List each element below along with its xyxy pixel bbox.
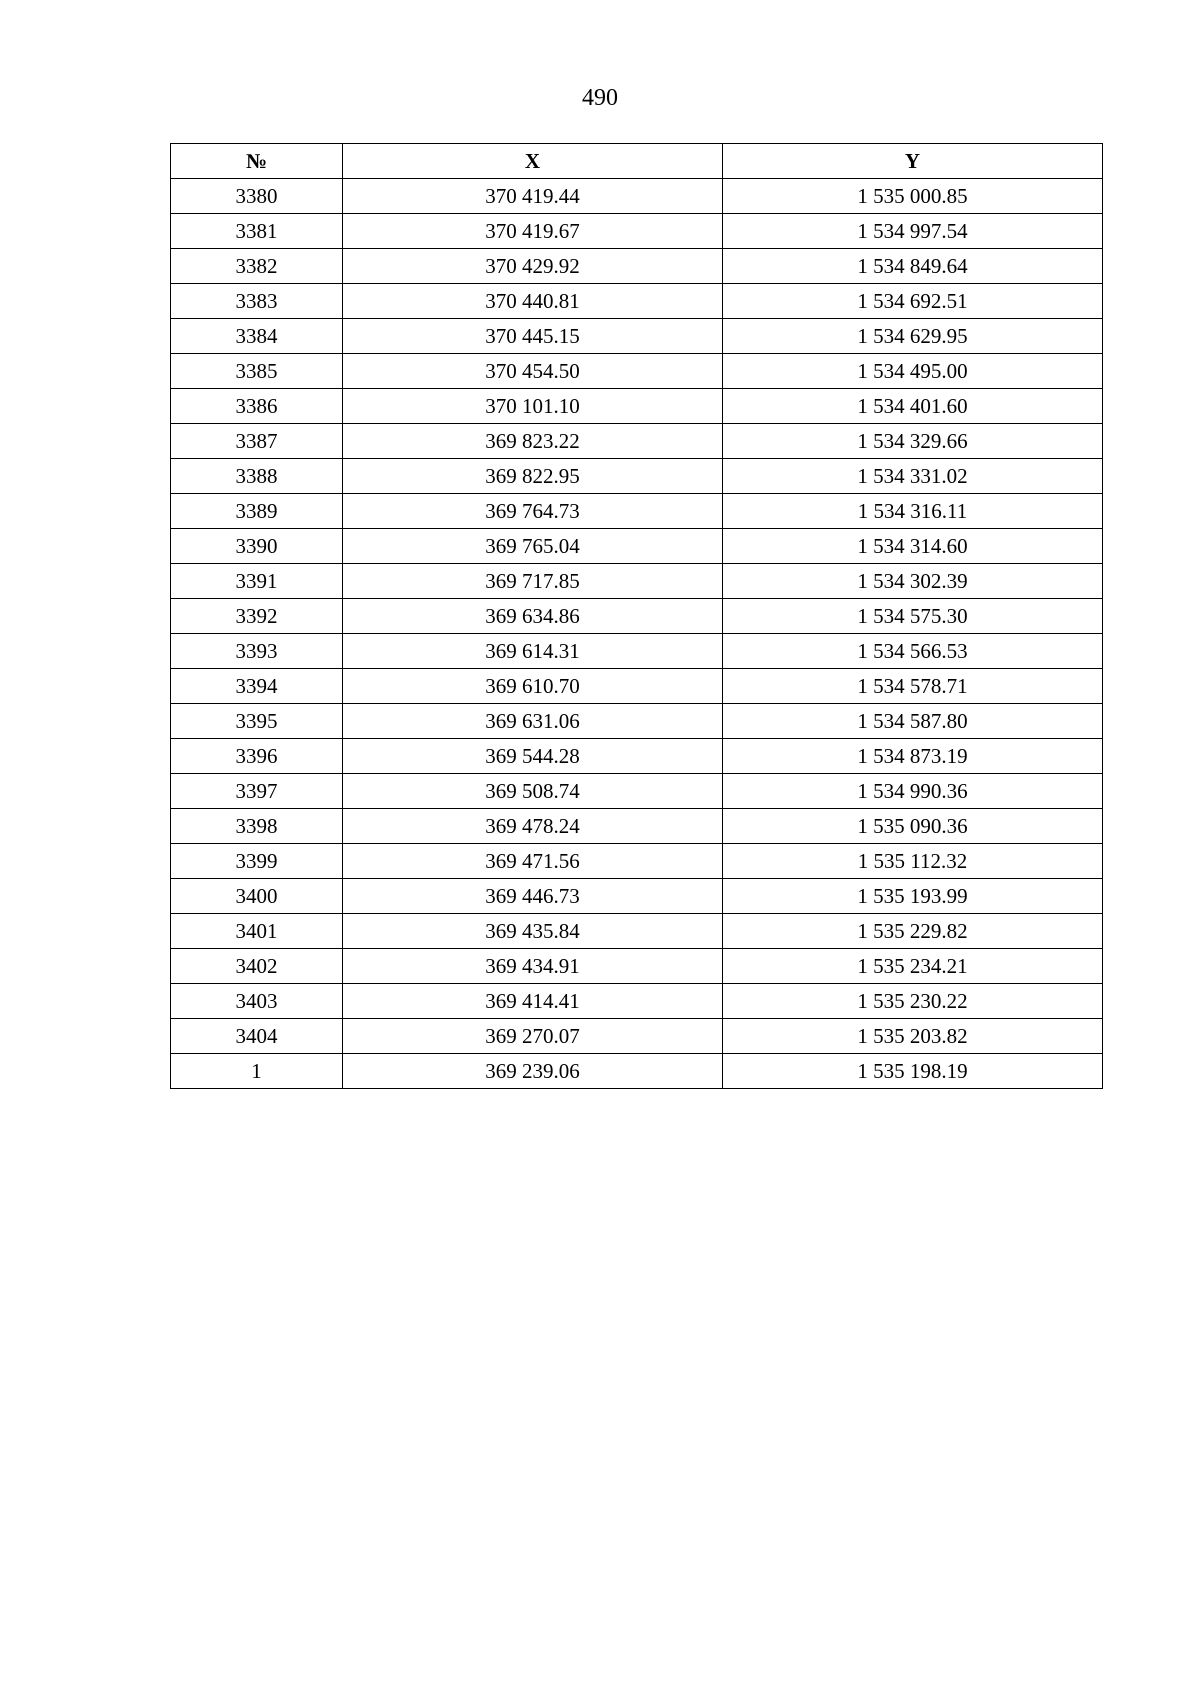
cell-number: 3387 (171, 424, 343, 459)
table-row (171, 459, 1103, 494)
cell-x: 369 471.56 (343, 844, 723, 879)
table-row (171, 1019, 1103, 1054)
table-row (171, 669, 1103, 704)
cell-y: 1 534 314.60 (723, 529, 1103, 564)
cell-number: 3389 (171, 494, 343, 529)
cell-y: 1 535 230.22 (723, 984, 1103, 1019)
cell-y: 1 535 198.19 (723, 1054, 1103, 1089)
cell-number: 3402 (171, 949, 343, 984)
page-number: 490 (582, 85, 618, 111)
cell-number: 3383 (171, 284, 343, 319)
cell-y: 1 534 329.66 (723, 424, 1103, 459)
cell-y: 1 534 849.64 (723, 249, 1103, 284)
cell-number: 3399 (171, 844, 343, 879)
cell-x: 369 717.85 (343, 564, 723, 599)
cell-number: 3380 (171, 179, 343, 214)
cell-x: 369 435.84 (343, 914, 723, 949)
cell-x: 370 101.10 (343, 389, 723, 424)
cell-y: 1 535 090.36 (723, 809, 1103, 844)
cell-number: 3401 (171, 914, 343, 949)
cell-x: 369 508.74 (343, 774, 723, 809)
cell-x: 369 764.73 (343, 494, 723, 529)
table-row (171, 354, 1103, 389)
header-x: X (343, 144, 723, 179)
cell-number: 3392 (171, 599, 343, 634)
cell-y: 1 535 000.85 (723, 179, 1103, 214)
table-row (171, 739, 1103, 774)
cell-number: 3396 (171, 739, 343, 774)
cell-x: 370 440.81 (343, 284, 723, 319)
table-row (171, 809, 1103, 844)
header-number: № (171, 144, 343, 179)
table-row (171, 984, 1103, 1019)
cell-x: 369 478.24 (343, 809, 723, 844)
cell-x: 369 634.86 (343, 599, 723, 634)
table-row (171, 389, 1103, 424)
table-body (171, 179, 1103, 1089)
table-row (171, 704, 1103, 739)
table-row (171, 634, 1103, 669)
table-header-row (171, 144, 1103, 179)
cell-y: 1 535 229.82 (723, 914, 1103, 949)
cell-number: 3381 (171, 214, 343, 249)
cell-number: 3400 (171, 879, 343, 914)
cell-y: 1 535 203.82 (723, 1019, 1103, 1054)
cell-number: 3390 (171, 529, 343, 564)
cell-number: 3394 (171, 669, 343, 704)
coordinates-table (170, 143, 1103, 1089)
cell-y: 1 535 234.21 (723, 949, 1103, 984)
cell-y: 1 534 495.00 (723, 354, 1103, 389)
cell-number: 3386 (171, 389, 343, 424)
table-row (171, 214, 1103, 249)
cell-number: 3382 (171, 249, 343, 284)
cell-number: 3393 (171, 634, 343, 669)
cell-number: 1 (171, 1054, 343, 1089)
table-row (171, 564, 1103, 599)
table-row (171, 529, 1103, 564)
cell-y: 1 534 692.51 (723, 284, 1103, 319)
table-row (171, 599, 1103, 634)
cell-y: 1 534 575.30 (723, 599, 1103, 634)
table-row (171, 249, 1103, 284)
cell-number: 3395 (171, 704, 343, 739)
cell-number: 3385 (171, 354, 343, 389)
cell-y: 1 535 193.99 (723, 879, 1103, 914)
table-row (171, 179, 1103, 214)
cell-x: 369 270.07 (343, 1019, 723, 1054)
cell-y: 1 534 873.19 (723, 739, 1103, 774)
cell-y: 1 534 566.53 (723, 634, 1103, 669)
cell-y: 1 534 302.39 (723, 564, 1103, 599)
cell-x: 369 610.70 (343, 669, 723, 704)
cell-x: 369 765.04 (343, 529, 723, 564)
cell-x: 370 445.15 (343, 319, 723, 354)
cell-x: 369 614.31 (343, 634, 723, 669)
table-row (171, 879, 1103, 914)
cell-x: 369 823.22 (343, 424, 723, 459)
cell-y: 1 534 629.95 (723, 319, 1103, 354)
cell-x: 370 454.50 (343, 354, 723, 389)
table-row (171, 494, 1103, 529)
cell-y: 1 534 331.02 (723, 459, 1103, 494)
cell-x: 369 446.73 (343, 879, 723, 914)
cell-x: 369 631.06 (343, 704, 723, 739)
table-row (171, 774, 1103, 809)
cell-x: 370 419.67 (343, 214, 723, 249)
cell-number: 3388 (171, 459, 343, 494)
cell-y: 1 534 578.71 (723, 669, 1103, 704)
table-row (171, 424, 1103, 459)
cell-x: 370 419.44 (343, 179, 723, 214)
cell-x: 369 822.95 (343, 459, 723, 494)
table-row (171, 319, 1103, 354)
cell-number: 3384 (171, 319, 343, 354)
cell-y: 1 534 316.11 (723, 494, 1103, 529)
cell-number: 3391 (171, 564, 343, 599)
table-row (171, 1054, 1103, 1089)
cell-y: 1 535 112.32 (723, 844, 1103, 879)
cell-y: 1 534 587.80 (723, 704, 1103, 739)
cell-x: 369 544.28 (343, 739, 723, 774)
cell-number: 3397 (171, 774, 343, 809)
table-row (171, 914, 1103, 949)
cell-x: 369 434.91 (343, 949, 723, 984)
table-row (171, 949, 1103, 984)
cell-x: 369 239.06 (343, 1054, 723, 1089)
cell-number: 3404 (171, 1019, 343, 1054)
cell-x: 369 414.41 (343, 984, 723, 1019)
cell-y: 1 534 401.60 (723, 389, 1103, 424)
cell-y: 1 534 990.36 (723, 774, 1103, 809)
cell-y: 1 534 997.54 (723, 214, 1103, 249)
table-row (171, 284, 1103, 319)
cell-number: 3398 (171, 809, 343, 844)
table-row (171, 844, 1103, 879)
cell-x: 370 429.92 (343, 249, 723, 284)
cell-number: 3403 (171, 984, 343, 1019)
header-y: Y (723, 144, 1103, 179)
